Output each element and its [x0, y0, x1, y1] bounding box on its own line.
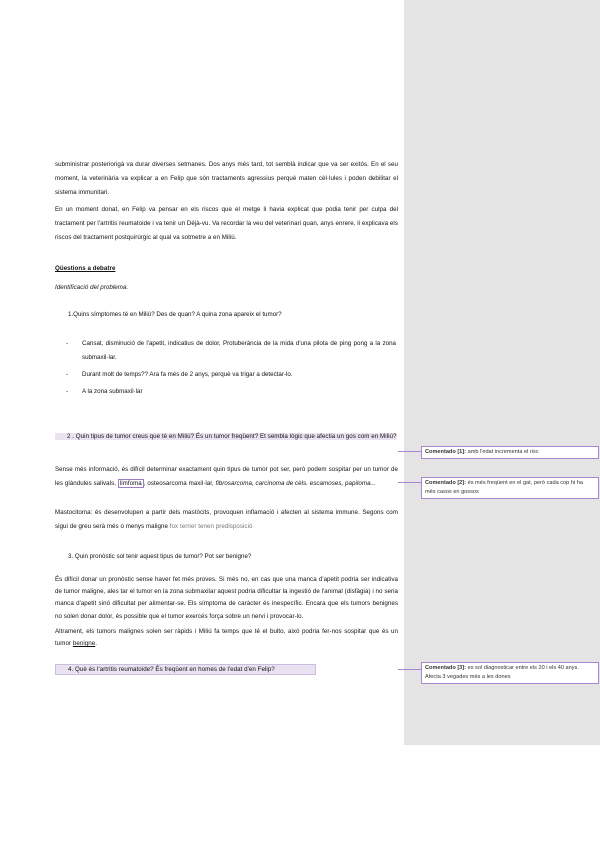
list-item: - Durant molt de temps?? Ara fa més de 2 anys, perquè va trigar a detectar-lo. [66, 371, 293, 378]
question-4[interactable] [55, 663, 398, 677]
comment-balloon[interactable]: Comentado [3]: es sol diagnosticar entre els 20 i els 40 anys. Afecta 3 vegades més a les dones [421, 662, 599, 684]
comment-connector [398, 482, 421, 483]
list-item: - Cansat, disminució de l'apetit, indicatius de dolor, Protuberància de la mida d'una pilota de ping pong a la zona submaxil·lar. [66, 337, 398, 365]
question-1: 1.Quins símptomes té en Miliú? Des de quan? A quina zona apareix el tumor? [68, 311, 282, 318]
paragraph-benign: Altrament, els tumors malignes solen ser ràpids i Miliú fa temps que té el bulto, això podria fer-nos sospitar que és un tumor benigne. [55, 628, 398, 648]
comment-connector [398, 451, 421, 452]
bullet-text: A la zona submaxil·lar [82, 388, 143, 395]
bullet-text: Durant molt de temps?? Ara fa més de 2 anys, perquè va trigar a detectar-lo. [82, 371, 293, 378]
comment-balloon[interactable]: Comentado [2]: és més freqüent en el gat, però cada cop hi ha més casos en gossos [421, 477, 599, 499]
commented-text[interactable]: 4. Què és l'artritis reumatoide? És freqüent en homes de l'edat d'en Felip? [55, 664, 316, 675]
section-heading: Qüestions a debatre [55, 265, 116, 272]
section-subheading: Identificació del problema. [55, 284, 129, 291]
commented-word-limfoma[interactable]: limfoma [119, 480, 142, 487]
list-item: - A la zona submaxil·lar [66, 388, 143, 395]
comment-connector [398, 669, 421, 670]
paragraph-deja-vu: En un moment donat, en Felip va pensar en els riscos que el metge li havia explicat que podia tenir per culpa del tractament per l'artritis reumatoide i va tenir un Déjà-vu. Va recordar la veu del veterinari quan, anys enrere, li explicava els riscos del tractament postquirúrgic al qual va sotmetre a en Miliú. [55, 206, 398, 241]
paragraph-mastocitoma: Mastocitoma: és desenvolupen a partir dels mastòcits, provoquen inflamació i afecten al sistema immune. Segons com sigui de greu serà més o menys maligne fox terrier tenen predisposició [55, 509, 398, 530]
paragraph-prognosis: És difícil donar un pronòstic sense haver fet més proves. Si més no, en cas que una manca d'apetit podria ser indicativa de tumor maligne, ales tar el tumor en la zona submaxilar aquest podria dificultar la ingestió de l'animal (disfàgia) i no seria manca d'apetit sinó dificultat per alimentar-se. Els símptoma de caràcter és inespecífic. Encara que els tumors benignes no solen donar dolor, és possible que el tumor exercés força sobre un nervi i provocar-lo. [55, 576, 398, 620]
comment-margin-pane [404, 0, 600, 745]
paragraph-tumor-types: Sense més informació, és difícil determinar exactament quin tipus de tumor pot ser, però podem sospitar per un tumor de les glàndules salivals, limfoma , osteosarcoma maxil·lar, fibrosarcoma, carcinoma de cèls. escamoses, papiloma... [55, 466, 398, 487]
paragraph-treatment: subministrar posteriorigà va durar diverses setmanes. Dos anys més tard, tot semblà indicar que va ser exitós. En el seu moment, la veterinària va explicar a en Felip que són tractaments agressius perquè maten cèl·lules i poden debilitar el sistema immunitari. [55, 161, 398, 196]
question-3: 3. Quin pronòstic sol tenir aquest tipus de tumor? Pot ser benigne? [68, 553, 252, 560]
comment-balloon[interactable]: Comentado [1]: amb l'edat incrementa el risc [421, 446, 599, 459]
question-2[interactable] [55, 429, 398, 445]
bullet-text: Cansat, disminució de l'apetit, indicatius de dolor, Protuberància de la mida d'una pilota de ping pong a la zona submaxil·lar. [82, 340, 396, 361]
commented-text[interactable]: 2 . Quin tipus de tumor creus que té en Miliú? És un tumor freqüent? Et sembla lògic que afectia un gos com en Miliú? [55, 433, 397, 440]
